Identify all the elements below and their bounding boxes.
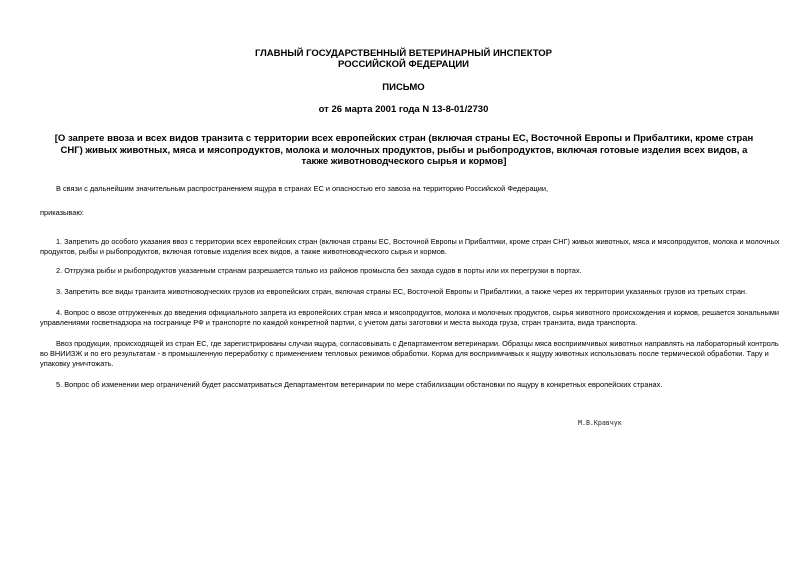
item-2: 2. Отгрузка рыбы и рыбопродуктов указанным странам разрешается только из районов промысла без захода судов в порты или их перегрузки в портах.: [56, 266, 582, 275]
document-date-number: от 26 марта 2001 года N 13-8-01/2730: [318, 104, 489, 115]
item-4-line-2: управлениями госветнадзора на госгранице РФ и транспорте по каждой конкретной партии, с учетом даты заготовки и места выхода груза, стран транзита, вида транспорта.: [40, 318, 638, 327]
item-1-line-2: продуктов, рыбы и рыбопродуктов, включая готовые изделия всех видов, а также животноводческого сырья и кормов.: [40, 247, 447, 256]
signature: М.В.Кравчук: [578, 419, 622, 427]
import-line-1: Ввоз продукции, происходящей из стран ЕС, где зарегистрированы случаи ящура, согласовывать с Департаментом ветеринарии. Образцы мяса восприимчивых животных направлять на лабораторный контроль: [56, 339, 779, 348]
item-1-line-1: 1. Запретить до особого указания ввоз с территории всех европейских стран (включая страны ЕС, Восточной Европы и Прибалтики, кроме стран СНГ) живых животных, мяса и мясопродуктов, молока и молочных: [56, 237, 780, 246]
issuer-line-2: РОССИЙСКОЙ ФЕДЕРАЦИИ: [337, 59, 469, 70]
issuer-line-1: ГЛАВНЫЙ ГОСУДАРСТВЕННЫЙ ВЕТЕРИНАРНЫЙ ИНСПЕКТОР: [254, 48, 553, 59]
item-5: 5. Вопрос об изменении мер ограничений будет рассматриваться Департаментом ветеринарии по мере стабилизации обстановки по ящуру в конкретных европейских странах.: [56, 380, 663, 389]
order-word: приказываю:: [40, 208, 84, 217]
item-4-line-1: 4. Вопрос о ввозе отгруженных до введения официального запрета из европейских стран мяса и мясопродуктов, молока и молочных продуктов, сырья животного происхождения и кормов, решается зональными: [56, 308, 780, 317]
item-3: 3. Запретить все виды транзита животноводческих грузов из европейских стран, включая страны ЕС, Восточной Европы и Прибалтики, а также через их территории указанных грузов из третьих стран.: [56, 287, 748, 296]
intro-paragraph: В связи с дальнейшим значительным распространением ящура в странах ЕС и опасностью его завоза на территорию Российской Федерации,: [56, 184, 549, 193]
document-type: ПИСЬМО: [382, 82, 425, 93]
document-title: [О запрете ввоза и всех видов транзита с территории всех европейских стран (включая страны ЕС, Восточной Европы и Прибалтики, кроме стран СНГ) живых животных, мяса и мясопродуктов, молока и молочных продуктов, рыбы и рыбопродуктов, включая готовые изделия всех видов, а также животноводческого сырья и кормов]: [54, 133, 754, 167]
import-line-2: во ВНИИЗЖ и по его результатам - в промышленную переработку с применением тепловых режимов обработки. Корма для восприимчивых к ящуру животных использовать после термической обработки. Тару и: [40, 349, 769, 358]
import-line-3: упаковку уничтожать.: [40, 359, 114, 368]
